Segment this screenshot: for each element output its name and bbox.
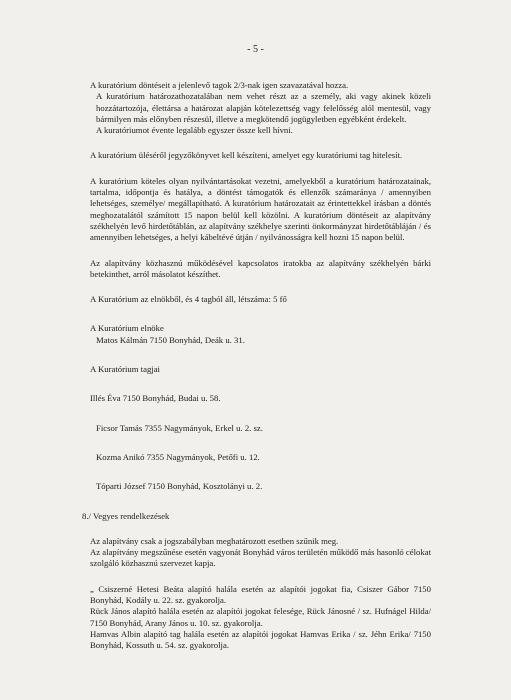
- page-number: - 5 -: [247, 44, 264, 55]
- paragraph-annual-meeting: A kuratóriumot évente legalább egyszer össze kell hívni.: [96, 125, 293, 136]
- paragraph-board-composition: A Kuratórium az elnökből, és 4 tagból áll, létszáma: 5 fő: [90, 294, 287, 305]
- paragraph-documents-access: Az alapítvány közhasznú működésével kapcsolatos iratokba az alapítvány székhelyén bárki betekinthet, arról másolatot készíthet.: [90, 257, 431, 279]
- paragraph-asset-transfer: Az alapítvány megszűnése esetén vagyonát Bonyhád város területén működő más hasonló célokat szolgáló közhasznú szervezet kapja.: [90, 547, 431, 569]
- member-item: Kozma Anikó 7355 Nagymányok, Petőfi u. 12.: [96, 451, 260, 462]
- paragraph-conflict-of-interest: A kuratórium határozathozatalában nem vehet részt az a személy, aki vagy akinek közeli hozzátartozója, élettársa a határozat alapján kötelezettség vagy felelősség alól mentesül, vagy bármilyen más előnyben részesül, illetve a megkötendő jogügyletben egyébként érdekelt.: [96, 91, 431, 124]
- chair-name: Matos Kálmán 7150 Bonyhád, Deák u. 31.: [96, 334, 245, 345]
- paragraph-voting: A kuratórium döntéseit a jelenlevő tagok 2/3-nak igen szavazatával hozza.: [90, 80, 349, 90]
- paragraph-termination: Az alapítvány csak a jogszabályban meghatározott esetben szűnik meg.: [90, 535, 339, 546]
- chair-title: A Kuratórium elnöke: [90, 323, 164, 334]
- member-item: Ficsor Tamás 7355 Nagymányok, Erkel u. 2. sz.: [96, 422, 263, 433]
- paragraph-succession-2: Rück János alapító halála esetén az alapítói jogokat felesége, Rück Jánosné / sz. Hufnágel Hilda/ 7150 Bonyhád, Arany János u. 10. sz. gyakorolja.: [90, 606, 431, 628]
- paragraph-succession-1: „ Csiszerné Hetesi Beáta alapító halála esetén az alapítói jogokat fia, Csiszer Gábor 7150 Bonyhád, Kodály u. 22. sz. gyakorolja.: [90, 583, 431, 606]
- paragraph-minutes: A kuratórium üléséről jegyzőkönyvet kell készíteni, amelyet egy kuratóriumi tag hitelesít.: [90, 150, 403, 161]
- section-8-heading: 8./ Vegyes rendelkezések: [82, 510, 170, 521]
- document-body: [82, 80, 431, 652]
- members-title: A Kuratórium tagjai: [90, 364, 160, 375]
- member-item: Illés Éva 7150 Bonyhád, Budai u. 58.: [90, 393, 221, 404]
- paragraph-records: A kuratórium köteles olyan nyilvántartásokat vezetni, amelyekből a kuratórium határozatainak, tartalma, időpontja és hatálya, a döntést támogatók és ellenzők számaránya / amennyiben lehetséges, személye/ megállapítható. A kuratórium határozatait az érintettekkel írásban a döntés meghozatalától számított 15 napon belül kell közölni. A kuratórium döntéseit az alapítvány székhelyén levő hirdetőtáblán, az alapítvány székhelye szerinti önkormányzat hirdetőtábláján / és amennyiben lehetséges, a helyi kábeltévé útján / nyilvánosságra kell hozni 15 napon belül.: [90, 175, 431, 243]
- paragraph-succession-3: Hamvas Albin alapító tag halála esetén az alapítói jogokat Hamvas Erika / sz. Jéhn Erika/ 7150 Bonyhád, Kossuth u. 54. sz. gyakorolja.: [90, 628, 431, 651]
- member-item: Tóparti József 7150 Bonyhád, Kosztolányi u. 2.: [96, 481, 263, 492]
